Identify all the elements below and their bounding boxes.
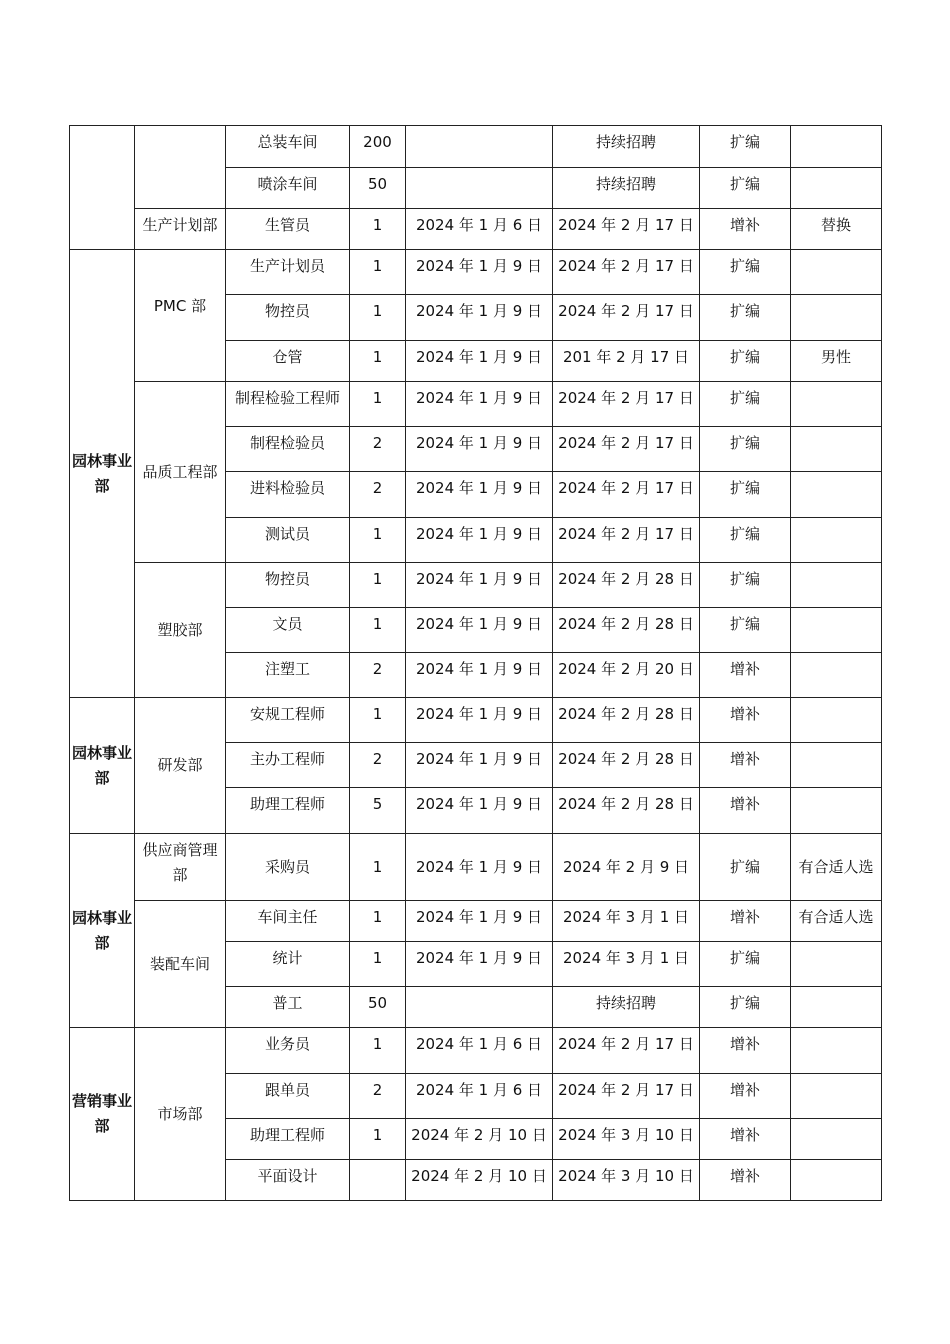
table-cell xyxy=(790,742,882,788)
table-cell: 统计 xyxy=(225,941,350,987)
table-cell: 持续招聘 xyxy=(552,167,700,209)
table-cell: 2024 年 2 月 17 日 xyxy=(552,517,700,563)
table-cell: 品质工程部 xyxy=(134,381,226,563)
table-cell: 50 xyxy=(349,167,406,209)
table-cell: 平面设计 xyxy=(225,1159,350,1201)
table-cell: PMC 部 xyxy=(134,249,226,382)
table-cell: 1 xyxy=(349,900,406,942)
table-cell xyxy=(790,125,882,168)
table-cell: 测试员 xyxy=(225,517,350,563)
table-cell xyxy=(790,941,882,987)
table-cell: 1 xyxy=(349,381,406,427)
table-cell: 园林事业部 xyxy=(69,833,135,1028)
table-cell: 2024 年 1 月 9 日 xyxy=(405,941,553,987)
table-cell: 2024 年 2 月 10 日 xyxy=(405,1118,553,1160)
table-cell: 2024 年 1 月 9 日 xyxy=(405,471,553,518)
table-cell xyxy=(790,607,882,653)
table-cell: 201 年 2 月 17 日 xyxy=(552,340,700,382)
table-cell: 仓管 xyxy=(225,340,350,382)
table-cell: 持续招聘 xyxy=(552,125,700,168)
table-cell: 2024 年 2 月 28 日 xyxy=(552,607,700,653)
table-cell: 扩编 xyxy=(699,340,791,382)
table-cell: 2024 年 3 月 1 日 xyxy=(552,941,700,987)
table-cell: 扩编 xyxy=(699,833,791,901)
table-cell xyxy=(790,1027,882,1074)
table-cell: 2024 年 1 月 9 日 xyxy=(405,652,553,698)
table-cell xyxy=(790,986,882,1028)
table-cell: 总装车间 xyxy=(225,125,350,168)
table-cell: 增补 xyxy=(699,1027,791,1074)
table-cell: 2024 年 1 月 9 日 xyxy=(405,562,553,608)
table-cell: 1 xyxy=(349,294,406,341)
table-cell: 园林事业部 xyxy=(69,697,135,834)
table-cell: 增补 xyxy=(699,787,791,834)
table-cell: 增补 xyxy=(699,652,791,698)
table-cell: 生产计划部 xyxy=(134,208,226,250)
table-cell: 2024 年 2 月 28 日 xyxy=(552,787,700,834)
table-cell: 2 xyxy=(349,471,406,518)
table-cell: 扩编 xyxy=(699,426,791,472)
table-cell: 喷涂车间 xyxy=(225,167,350,209)
table-cell: 2024 年 3 月 10 日 xyxy=(552,1118,700,1160)
table-cell: 增补 xyxy=(699,1118,791,1160)
table-cell: 扩编 xyxy=(699,167,791,209)
table-cell: 营销事业部 xyxy=(69,1027,135,1201)
table-cell xyxy=(790,1159,882,1201)
table-cell: 业务员 xyxy=(225,1027,350,1074)
table-cell xyxy=(790,381,882,427)
table-cell: 制程检验员 xyxy=(225,426,350,472)
table-cell: 2024 年 1 月 9 日 xyxy=(405,426,553,472)
table-cell: 2024 年 2 月 17 日 xyxy=(552,381,700,427)
table-cell: 2024 年 2 月 17 日 xyxy=(552,1027,700,1074)
table-cell: 2024 年 1 月 9 日 xyxy=(405,697,553,743)
table-cell: 增补 xyxy=(699,1073,791,1119)
table-cell: 扩编 xyxy=(699,471,791,518)
table-cell xyxy=(790,167,882,209)
table-cell xyxy=(790,426,882,472)
table-cell: 2024 年 2 月 17 日 xyxy=(552,426,700,472)
table-cell: 1 xyxy=(349,1118,406,1160)
table-cell: 2024 年 2 月 20 日 xyxy=(552,652,700,698)
table-cell: 普工 xyxy=(225,986,350,1028)
table-cell: 2024 年 1 月 9 日 xyxy=(405,517,553,563)
table-cell: 增补 xyxy=(699,900,791,942)
table-cell: 供应商管理部 xyxy=(134,833,226,901)
table-cell: 塑胶部 xyxy=(134,562,226,698)
table-cell xyxy=(405,986,553,1028)
table-cell xyxy=(790,294,882,341)
table-cell: 主办工程师 xyxy=(225,742,350,788)
table-cell: 增补 xyxy=(699,208,791,250)
table-cell: 1 xyxy=(349,208,406,250)
table-cell: 2024 年 2 月 17 日 xyxy=(552,249,700,295)
table-cell: 2024 年 2 月 28 日 xyxy=(552,697,700,743)
table-cell xyxy=(405,167,553,209)
table-cell: 助理工程师 xyxy=(225,787,350,834)
table-cell: 替换 xyxy=(790,208,882,250)
table-cell xyxy=(790,787,882,834)
table-cell: 2024 年 1 月 9 日 xyxy=(405,340,553,382)
table-cell: 文员 xyxy=(225,607,350,653)
table-cell: 2024 年 2 月 10 日 xyxy=(405,1159,553,1201)
table-cell: 2024 年 1 月 6 日 xyxy=(405,208,553,250)
table-cell: 生产计划员 xyxy=(225,249,350,295)
table-cell: 2024 年 1 月 9 日 xyxy=(405,742,553,788)
table-cell: 1 xyxy=(349,607,406,653)
table-cell: 扩编 xyxy=(699,607,791,653)
table-cell: 增补 xyxy=(699,1159,791,1201)
table-cell: 2024 年 3 月 1 日 xyxy=(552,900,700,942)
table-cell: 2024 年 2 月 28 日 xyxy=(552,742,700,788)
table-cell: 1 xyxy=(349,517,406,563)
table-cell: 增补 xyxy=(699,697,791,743)
table-cell xyxy=(405,125,553,168)
table-cell: 物控员 xyxy=(225,562,350,608)
table-cell: 200 xyxy=(349,125,406,168)
table-cell: 2024 年 1 月 9 日 xyxy=(405,833,553,901)
table-cell: 2024 年 1 月 9 日 xyxy=(405,294,553,341)
table-cell: 有合适人选 xyxy=(790,833,882,901)
table-cell: 2024 年 2 月 17 日 xyxy=(552,471,700,518)
table-cell: 2024 年 2 月 9 日 xyxy=(552,833,700,901)
table-cell xyxy=(790,652,882,698)
table-cell xyxy=(134,125,226,209)
table-cell: 2024 年 2 月 17 日 xyxy=(552,208,700,250)
table-cell xyxy=(790,517,882,563)
table-cell: 2024 年 3 月 10 日 xyxy=(552,1159,700,1201)
table-cell: 1 xyxy=(349,249,406,295)
table-cell: 1 xyxy=(349,340,406,382)
table-cell: 2024 年 1 月 9 日 xyxy=(405,381,553,427)
table-cell: 市场部 xyxy=(134,1027,226,1201)
table-cell: 1 xyxy=(349,1027,406,1074)
table-cell: 2024 年 1 月 6 日 xyxy=(405,1027,553,1074)
table-cell: 2024 年 2 月 17 日 xyxy=(552,1073,700,1119)
table-cell: 1 xyxy=(349,941,406,987)
table-cell xyxy=(790,562,882,608)
table-cell: 有合适人选 xyxy=(790,900,882,942)
table-cell: 2 xyxy=(349,652,406,698)
table-cell: 扩编 xyxy=(699,562,791,608)
table-cell: 增补 xyxy=(699,742,791,788)
table-cell: 5 xyxy=(349,787,406,834)
table-cell: 扩编 xyxy=(699,986,791,1028)
table-cell: 2 xyxy=(349,1073,406,1119)
table-cell: 安规工程师 xyxy=(225,697,350,743)
table-cell: 2024 年 1 月 6 日 xyxy=(405,1073,553,1119)
table-cell: 男性 xyxy=(790,340,882,382)
table-cell xyxy=(790,249,882,295)
table-cell: 50 xyxy=(349,986,406,1028)
table-cell: 生管员 xyxy=(225,208,350,250)
table-cell: 采购员 xyxy=(225,833,350,901)
table-cell: 1 xyxy=(349,833,406,901)
table-cell xyxy=(69,125,135,250)
table-cell: 扩编 xyxy=(699,381,791,427)
table-cell: 园林事业部 xyxy=(69,249,135,698)
table-cell: 扩编 xyxy=(699,517,791,563)
table-cell: 2024 年 1 月 9 日 xyxy=(405,900,553,942)
table-cell: 车间主任 xyxy=(225,900,350,942)
table-cell: 研发部 xyxy=(134,697,226,834)
table-cell: 2024 年 2 月 28 日 xyxy=(552,562,700,608)
table-cell: 扩编 xyxy=(699,294,791,341)
table-cell: 进料检验员 xyxy=(225,471,350,518)
table-cell xyxy=(790,697,882,743)
table-cell xyxy=(349,1159,406,1201)
table-cell: 2024 年 1 月 9 日 xyxy=(405,787,553,834)
table-cell xyxy=(790,471,882,518)
table-cell: 2 xyxy=(349,426,406,472)
table-cell: 2 xyxy=(349,742,406,788)
table-cell: 扩编 xyxy=(699,125,791,168)
table-cell: 2024 年 1 月 9 日 xyxy=(405,607,553,653)
table-cell: 持续招聘 xyxy=(552,986,700,1028)
table-cell: 制程检验工程师 xyxy=(225,381,350,427)
table-cell: 注塑工 xyxy=(225,652,350,698)
table-cell xyxy=(790,1118,882,1160)
table-cell: 扩编 xyxy=(699,941,791,987)
table-cell: 助理工程师 xyxy=(225,1118,350,1160)
table-cell: 跟单员 xyxy=(225,1073,350,1119)
table-cell: 物控员 xyxy=(225,294,350,341)
table-cell: 2024 年 2 月 17 日 xyxy=(552,294,700,341)
table-cell: 装配车间 xyxy=(134,900,226,1028)
table-cell: 1 xyxy=(349,697,406,743)
table-cell: 1 xyxy=(349,562,406,608)
table-cell: 2024 年 1 月 9 日 xyxy=(405,249,553,295)
table-cell: 扩编 xyxy=(699,249,791,295)
table-cell xyxy=(790,1073,882,1119)
